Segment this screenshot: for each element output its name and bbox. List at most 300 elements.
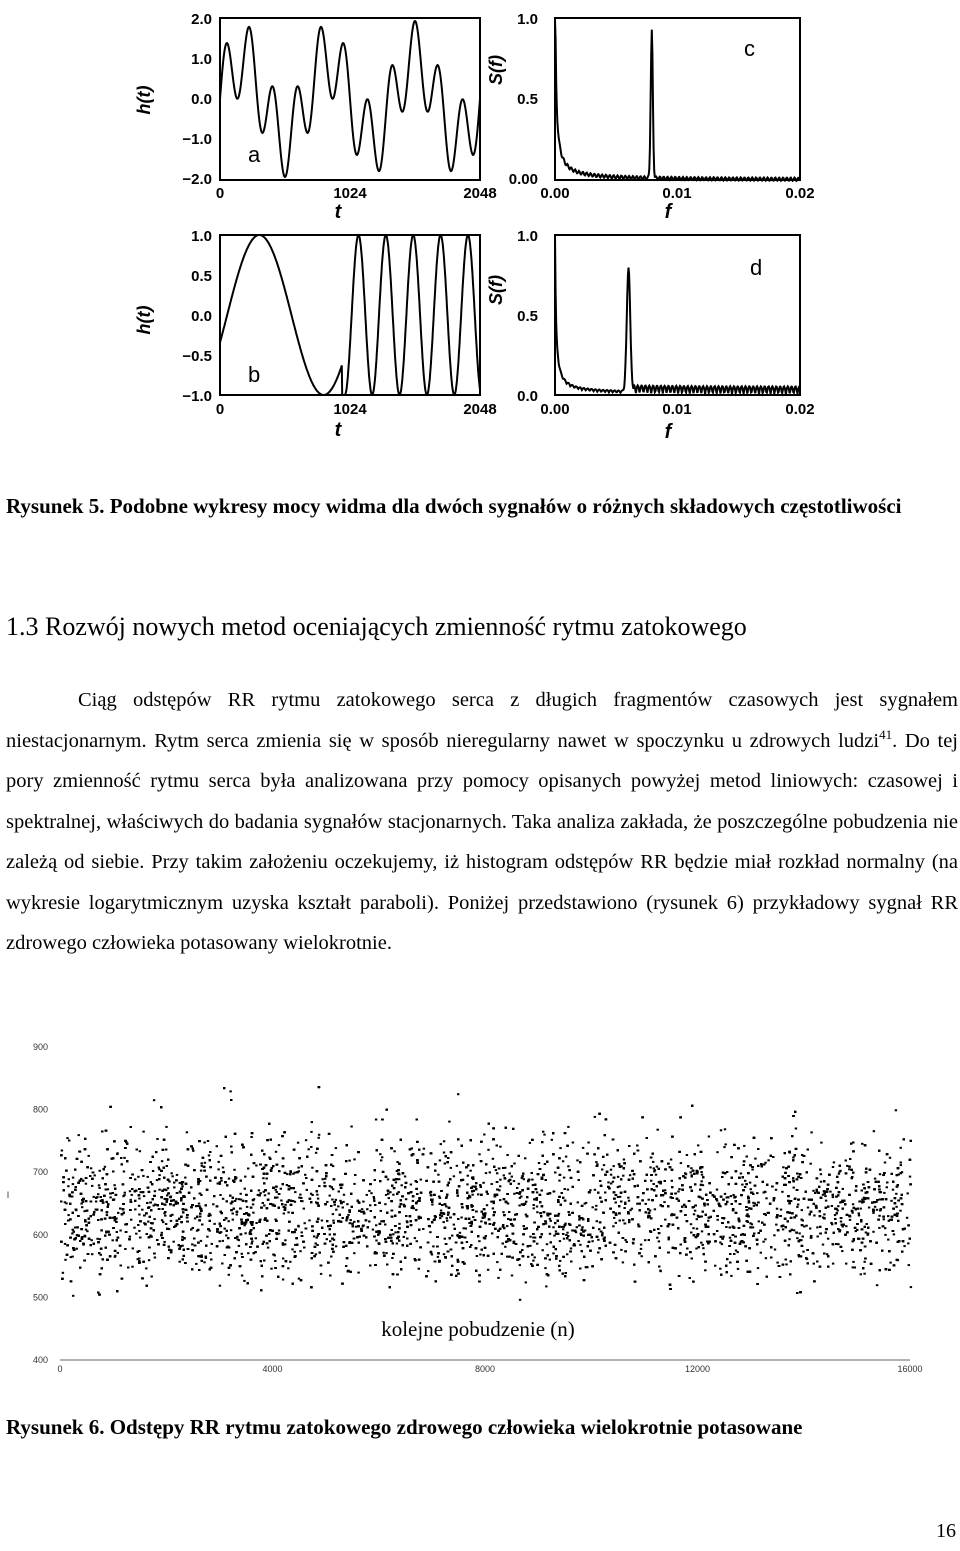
scatter-point [852,1203,854,1205]
scatter-point [764,1238,766,1240]
scatter-point [275,1189,277,1191]
scatter-point [849,1158,851,1160]
scatter-point [392,1194,394,1196]
scatter-point [124,1248,126,1250]
scatter-point [506,1154,508,1156]
scatter-point [700,1171,702,1173]
scatter-point [612,1181,614,1183]
scatter-point [798,1232,800,1234]
scatter-point [168,1181,170,1183]
scatter-point [432,1245,434,1247]
scatter-point [559,1240,561,1242]
scatter-point [725,1226,727,1228]
scatter-point [863,1273,865,1275]
scatter-point [208,1154,210,1156]
scatter-point [658,1240,660,1242]
scatter-point [703,1205,705,1207]
scatter-point [545,1285,547,1287]
scatter-point [203,1142,205,1144]
scatter-point [518,1183,520,1185]
scatter-point [497,1277,499,1279]
scatter-point [135,1233,137,1235]
scatter-point [420,1179,422,1181]
scatter-point [480,1220,482,1222]
scatter-point [90,1167,92,1169]
panel-d-xtick: 0.02 [785,401,815,418]
panel-c-curve [555,20,800,181]
scatter-point [757,1267,759,1269]
scatter-point [837,1205,839,1207]
scatter-point [291,1248,293,1250]
scatter-point [396,1161,398,1163]
panel-d-ytick: 0.5 [517,308,538,325]
scatter-point [640,1248,642,1250]
panel-a-letter: a [248,142,261,167]
scatter-point [895,1109,897,1111]
panel-b-ytick: 0.0 [191,308,212,325]
panel-c-xlabel: f [664,201,672,223]
scatter-point [114,1256,116,1258]
scatter-point [299,1250,301,1252]
scatter-point [81,1206,83,1208]
scatter-point [173,1182,175,1184]
scatter-point [648,1239,650,1241]
figure-5 [130,0,830,450]
scatter-point [233,1169,235,1171]
scatter-point [726,1171,728,1173]
figure-6-scatter [0,1030,960,1400]
scatter-point [776,1208,778,1210]
scatter-point [294,1191,296,1193]
scatter-point [201,1162,203,1164]
scatter-point [623,1207,625,1209]
scatter-point [525,1281,527,1283]
scatter-point [282,1258,284,1260]
scatter-point [161,1160,163,1162]
scatter-point [120,1157,122,1159]
scatter-point [95,1201,97,1203]
scatter-point [887,1215,889,1217]
scatter-point [278,1230,280,1232]
scatter-point [398,1191,400,1193]
scatter-point [297,1142,299,1144]
scatter-point [72,1229,74,1231]
panel-d-xtick: 0.01 [662,401,692,418]
scatter-point [866,1223,868,1225]
scatter-point [780,1209,782,1211]
scatter-points [60,1086,912,1301]
scatter-point [568,1211,570,1213]
scatter-point [686,1154,688,1156]
scatter-point [704,1269,706,1271]
section-heading: 1.3 Rozwój nowych metod oceniających zmienność rytmu zatokowego [6,612,747,641]
scatter-point [82,1201,84,1203]
scatter-point [363,1211,365,1213]
scatter-point [756,1192,758,1194]
scatter-point [476,1255,478,1257]
scatter-point [579,1244,581,1246]
scatter-point [788,1238,790,1240]
scatter-point [565,1156,567,1158]
scatter-point [832,1166,834,1168]
scatter-point [893,1233,895,1235]
scatter-point [801,1209,803,1211]
scatter-point [582,1147,584,1149]
scatter-point [140,1191,142,1193]
scatter-point [423,1148,425,1150]
scatter-point [776,1262,778,1264]
scatter-point [124,1192,126,1194]
citation-ref[interactable]: 41 [879,726,893,742]
scatter-point [170,1220,172,1222]
scatter-point [349,1222,351,1224]
scatter-point [677,1191,679,1193]
scatter-point [316,1237,318,1239]
scatter-point [232,1219,234,1221]
scatter-point [204,1162,206,1164]
scatter-point [91,1185,93,1187]
scatter-point [67,1185,69,1187]
scatter-point [519,1299,521,1301]
scatter-point [85,1183,87,1185]
scatter-point [366,1194,368,1196]
scatter-point [883,1218,885,1220]
scatter-point [289,1261,291,1263]
scatter-point [617,1176,619,1178]
panel-d [486,228,815,443]
scatter-point [610,1169,612,1171]
scatter-point [161,1219,163,1221]
scatter-point [570,1248,572,1250]
scatter-point [78,1134,80,1136]
scatter-point [701,1174,703,1176]
panel-a-ylabel: h(t) [134,85,154,115]
scatter-point [878,1215,880,1217]
scatter-point [490,1201,492,1203]
scatter-point [724,1193,726,1195]
scatter-point [744,1180,746,1182]
panel-b-ytick: 0.5 [191,268,212,285]
scatter-point [829,1191,831,1193]
scatter-point [192,1150,194,1152]
scatter-point [499,1179,501,1181]
scatter-point [572,1142,574,1144]
scatter-point [166,1165,168,1167]
scatter-point [303,1208,305,1210]
scatter-point [64,1259,66,1261]
scatter-point [161,1232,163,1234]
scatter-point [716,1230,718,1232]
panel-a-xlabel: t [334,201,342,223]
scatter-point [398,1223,400,1225]
scatter-point [167,1187,169,1189]
scatter-point [368,1190,370,1192]
scatter-point [387,1178,389,1180]
scatter-point [97,1193,99,1195]
scatter-point [347,1214,349,1216]
scatter-point [339,1200,341,1202]
panel-b-ytick: −1.0 [182,388,212,405]
scatter-point [690,1167,692,1169]
scatter-point [68,1140,70,1142]
scatter-point [831,1223,833,1225]
scatter-point [422,1228,424,1230]
scatter-point [61,1150,63,1152]
panel-b-ylabel: h(t) [134,305,154,335]
scatter-point [134,1178,136,1180]
scatter-point [104,1166,106,1168]
scatter-point [286,1173,288,1175]
scatter-point [884,1234,886,1236]
scatter-point [197,1183,199,1185]
scatter-point [807,1207,809,1209]
scatter-point [443,1140,445,1142]
scatter-point [900,1164,902,1166]
scatter-point [240,1199,242,1201]
scatter-point [603,1164,605,1166]
scatter-point [427,1270,429,1272]
scatter-point [148,1259,150,1261]
scatter-point [200,1170,202,1172]
scatter-point [322,1178,324,1180]
scatter-point [308,1148,310,1150]
scatter-point [165,1223,167,1225]
scatter-point [613,1217,615,1219]
scatter-point [690,1171,692,1173]
scatter-point [299,1194,301,1196]
scatter-point [203,1261,205,1263]
scatter-point [478,1153,480,1155]
scatter-point [150,1181,152,1183]
panel-b-xtick: 2048 [463,401,497,418]
scatter-point [767,1159,769,1161]
scatter-point [494,1194,496,1196]
scatter-point [310,1146,312,1148]
scatter-point [350,1126,352,1128]
scatter-point [842,1188,844,1190]
scatter-point [379,1153,381,1155]
scatter-point [194,1217,196,1219]
scatter-point [555,1230,557,1232]
scatter-point [142,1175,144,1177]
scatter-point [879,1173,881,1175]
scatter-point [549,1259,551,1261]
scatter-point [732,1194,734,1196]
scatter-point [335,1147,337,1149]
panel-d-xtick: 0.00 [540,401,570,418]
scatter-point [693,1213,695,1215]
scatter-point [620,1249,622,1251]
scatter-point [255,1237,257,1239]
scatter-point [670,1159,672,1161]
scatter-point [315,1152,317,1154]
scatter-point [456,1165,458,1167]
scatter-point [395,1181,397,1183]
scatter-point [163,1241,165,1243]
scatter-point [487,1269,489,1271]
scatter-point [685,1173,687,1175]
scatter-point [320,1273,322,1275]
scatter-point [72,1295,74,1297]
scatter-point [229,1090,231,1092]
scatter-point [744,1186,746,1188]
scatter-point [863,1197,865,1199]
scatter-point [317,1198,319,1200]
scatter-point [450,1167,452,1169]
scatter-point [353,1158,355,1160]
scatter-point [559,1260,561,1262]
scatter-point [280,1200,282,1202]
scatter-point [796,1206,798,1208]
scatter-point [491,1183,493,1185]
scatter-point [848,1168,850,1170]
panel-a-ytick: 0.0 [191,91,212,108]
scatter-point [71,1256,73,1258]
body-paragraph [6,680,958,964]
scatter-point [566,1232,568,1234]
scatter-point [219,1285,221,1287]
scatter-point [849,1219,851,1221]
scatter-point [334,1204,336,1206]
panel-b-xtick: 0 [215,401,225,418]
scatter-point [100,1254,102,1256]
scatter-point [276,1191,278,1193]
scatter-point [130,1199,132,1201]
panel-a-ytick: 2.0 [191,11,212,28]
scatter-point [362,1201,364,1203]
scatter-point [262,1202,264,1204]
scatter-point [324,1178,326,1180]
scatter-point [109,1196,111,1198]
scatter-point [659,1270,661,1272]
panel-a-ytick: 1.0 [191,51,212,68]
scatter-point [640,1244,642,1246]
scatter-point [217,1168,219,1170]
scatter-point [809,1228,811,1230]
scatter-point [264,1194,266,1196]
scatter-point [781,1191,783,1193]
scatter-point [251,1240,253,1242]
scatter-point [137,1176,139,1178]
scatter-point [466,1183,468,1185]
scatter-point [119,1230,121,1232]
scatter-point [403,1236,405,1238]
scatter-point [164,1215,166,1217]
scatter-point [864,1261,866,1263]
scatter-point [552,1252,554,1254]
scatter-point [720,1129,722,1131]
scatter-point [310,1131,312,1133]
scatter-point [544,1163,546,1165]
scatter-point [224,1228,226,1230]
scatter-point [653,1170,655,1172]
scatter-point [872,1212,874,1214]
panel-d-xlabel: f [664,421,672,443]
scatter-point [532,1184,534,1186]
scatter-point [513,1180,515,1182]
scatter-point [812,1190,814,1192]
paragraph-text-2: . Do tej pory zmienność rytmu serca była analizowana przy pomocy opisanych powyżej metod liniowych: czasowej i spektralnej, właściwych do badania sygnałów stacjonarnych. Taka analiza zakłada, że poszczególne pobudzenia nie zależą od siebie. Przy takim założeniu oczekujemy, iż histogram odstępów RR będzie miał rozkład normalny (na wykresie logarytmicznym uzyska kształt paraboli). Poniżej przedstawiono (rysunek 6) przykładowy sygnał RR zdrowego człowieka potasowany wielokrotnie. [6,729,958,954]
scatter-point [370,1210,372,1212]
scatter-point [892,1189,894,1191]
scatter-point [762,1241,764,1243]
scatter-point [543,1134,545,1136]
scatter-point [156,1179,158,1181]
scatter-point [592,1206,594,1208]
scatter-point [660,1225,662,1227]
scatter-point [112,1239,114,1241]
scatter-point [567,1126,569,1128]
scatter-point [220,1180,222,1182]
scatter-point [622,1175,624,1177]
scatter-point [846,1165,848,1167]
scatter-point [513,1163,515,1165]
scatter-point [906,1217,908,1219]
scatter-point [243,1224,245,1226]
scatter-point [298,1278,300,1280]
scatter-point [558,1180,560,1182]
scatter-point [337,1205,339,1207]
scatter-point [313,1235,315,1237]
scatter-point [487,1193,489,1195]
scatter-point [545,1223,547,1225]
scatter-point [563,1177,565,1179]
scatter-point [373,1196,375,1198]
scatter-point [391,1257,393,1259]
scatter-point [587,1142,589,1144]
scatter-point [492,1207,494,1209]
scatter-point [170,1249,172,1251]
scatter-point [577,1240,579,1242]
panel-c-letter: c [744,36,755,61]
scatter-point [266,1178,268,1180]
scatter-point [375,1224,377,1226]
scatter-point [451,1235,453,1237]
scatter-point [838,1171,840,1173]
scatter-point [472,1216,474,1218]
scatter-point [607,1181,609,1183]
scatter-point [209,1252,211,1254]
scatter-point [244,1232,246,1234]
scatter-point [323,1182,325,1184]
scatter-point [240,1193,242,1195]
scatter-point [138,1214,140,1216]
scatter-point [876,1209,878,1211]
scatter-point [610,1183,612,1185]
scatter-point [117,1212,119,1214]
scatter-point [482,1182,484,1184]
scatter-point [567,1189,569,1191]
scatter-point [357,1272,359,1274]
scatter-point [147,1176,149,1178]
scatter-point [76,1248,78,1250]
scatter-point [511,1275,513,1277]
scatter-point [311,1194,313,1196]
scatter-point [861,1199,863,1201]
scatter-point [158,1168,160,1170]
scatter-point [595,1205,597,1207]
scatter-point [656,1166,658,1168]
scatter-point [649,1166,651,1168]
scatter-point [228,1274,230,1276]
scatter-point [832,1244,834,1246]
scatter-point [330,1256,332,1258]
scatter-point [820,1181,822,1183]
scatter-point [280,1188,282,1190]
scatter-point [840,1221,842,1223]
scatter-point [348,1160,350,1162]
scatter-point [700,1242,702,1244]
